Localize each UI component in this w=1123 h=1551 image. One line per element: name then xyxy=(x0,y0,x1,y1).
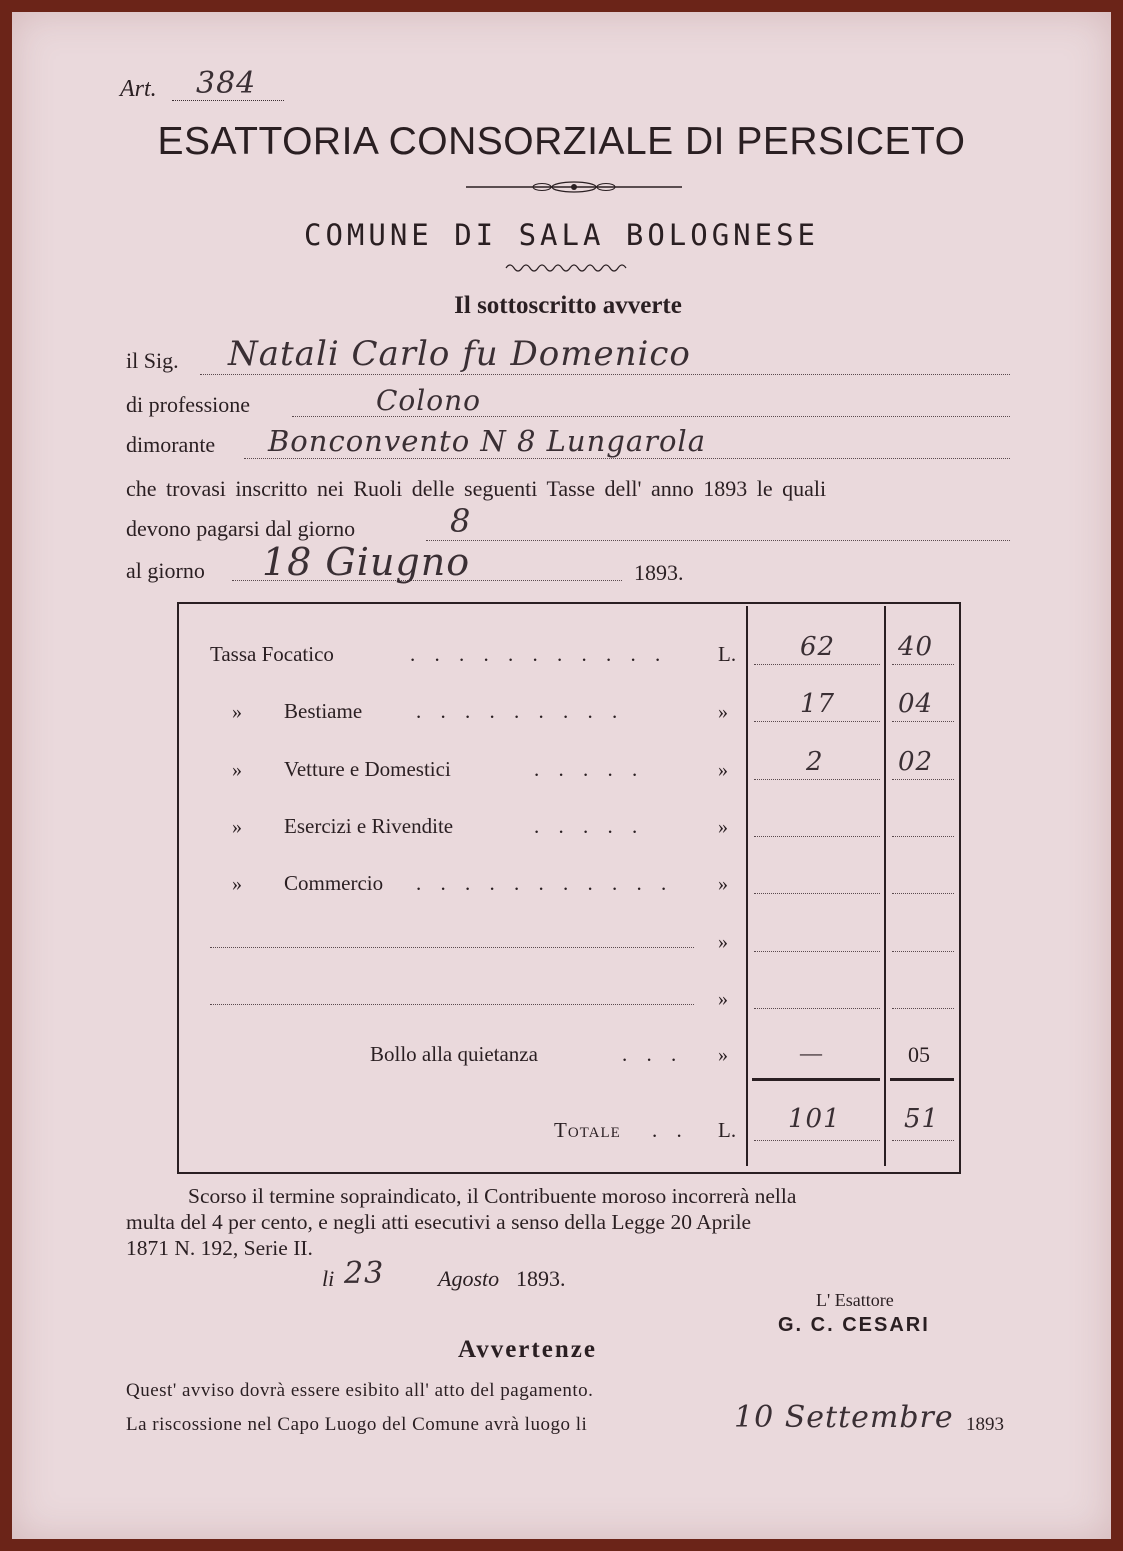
amount-cent: 02 xyxy=(898,747,934,777)
ornament-divider xyxy=(462,178,686,196)
row-leader-dots: . . . . . xyxy=(534,814,645,838)
sig-label: il Sig. xyxy=(126,348,179,373)
ruoli-text: che trovasi inscritto nei Ruoli delle seguenti Tasse dell' anno 1893 le quali xyxy=(126,476,827,501)
art-label: Art. xyxy=(120,76,157,102)
blank-entry-rule xyxy=(210,947,694,948)
lire-rule xyxy=(754,664,880,665)
lire-rule xyxy=(754,1008,880,1009)
totale-lire: 101 xyxy=(788,1104,841,1134)
row-unit: » xyxy=(718,931,728,953)
row-leader-dots: . . . . . xyxy=(534,757,645,781)
notice-line-2: multa del 4 per cento, e negli atti esecutivi a senso della Legge 20 Aprile xyxy=(126,1210,752,1234)
sig-value: Natali Carlo fu Domenico xyxy=(228,334,691,374)
date-day: 23 xyxy=(344,1256,385,1291)
row-label: Tassa Focatico xyxy=(210,642,334,666)
sig-rule xyxy=(200,374,1010,375)
amount-cent: 40 xyxy=(898,632,934,662)
cent-rule xyxy=(892,664,954,665)
sum-rule-cent xyxy=(890,1078,954,1081)
lire-rule xyxy=(754,836,880,837)
totale-cent: 51 xyxy=(904,1104,940,1134)
comune-title: COMUNE DI SALA BOLOGNESE xyxy=(303,218,820,252)
row-prefix: » xyxy=(232,816,242,838)
row-prefix: » xyxy=(232,701,242,723)
professione-label: di professione xyxy=(126,392,251,417)
al-giorno-label: al giorno xyxy=(126,558,205,583)
amount-lire: 62 xyxy=(800,632,836,662)
table-divider-cents xyxy=(884,606,886,1166)
sum-rule-lire xyxy=(752,1078,880,1081)
devono-label: devono pagarsi dal giorno xyxy=(126,516,356,541)
bollo-lire: — xyxy=(800,1040,822,1065)
office-title: ESATTORIA CONSORZIALE DI PERSICETO xyxy=(157,120,966,163)
date-prefix: li xyxy=(322,1266,335,1291)
dimorante-label: dimorante xyxy=(126,432,216,457)
row-label: Esercizi e Rivendite xyxy=(284,814,454,838)
lire-rule xyxy=(754,951,880,952)
amount-lire: 17 xyxy=(800,689,836,719)
avvertenze-date-value: 10 Settembre xyxy=(734,1400,954,1435)
wavy-divider xyxy=(504,262,634,272)
dimorante-rule xyxy=(244,458,1010,459)
bollo-dots: . . . xyxy=(622,1042,684,1066)
notice-line-3: 1871 N. 192, Serie II. xyxy=(126,1236,313,1260)
avvertenze-year: 1893 xyxy=(966,1414,1004,1435)
cent-rule xyxy=(892,721,954,722)
bollo-label: Bollo alla quietanza xyxy=(370,1042,538,1066)
row-leader-dots: . . . . . . . . . . . xyxy=(410,642,668,666)
signature-role: L' Esattore xyxy=(816,1290,894,1310)
avvertenze-title: Avvertenze xyxy=(458,1336,597,1363)
row-label: Vetture e Domestici xyxy=(284,757,451,781)
blank-entry-rule xyxy=(210,1004,694,1005)
cent-rule xyxy=(892,893,954,894)
totale-unit: L. xyxy=(718,1118,737,1142)
year-label: 1893. xyxy=(634,560,684,585)
row-label: Commercio xyxy=(284,871,384,895)
devono-value: 8 xyxy=(450,502,472,540)
notice-line-1: Scorso il termine sopraindicato, il Contribuente moroso incorrerà nella xyxy=(188,1184,797,1208)
devono-rule xyxy=(426,540,1010,541)
lire-rule xyxy=(754,893,880,894)
date-month: Agosto xyxy=(438,1266,500,1291)
cent-rule xyxy=(892,836,954,837)
cent-rule xyxy=(892,1008,954,1009)
avvertenze-line-2: La riscossione nel Capo Luogo del Comune avrà luogo li xyxy=(126,1414,588,1435)
row-leader-dots: . . . . . . . . . xyxy=(416,699,625,723)
row-leader-dots: . . . . . . . . . . . xyxy=(416,871,674,895)
totale-dots: . . xyxy=(652,1118,689,1142)
row-unit: » xyxy=(718,988,728,1010)
avvertenze-line-1: Quest' avviso dovrà essere esibito all' atto del pagamento. xyxy=(126,1380,594,1401)
signature-name: G. C. CESARI xyxy=(778,1314,930,1336)
cent-rule xyxy=(892,779,954,780)
avverte-heading: Il sottoscritto avverte xyxy=(454,292,682,319)
date-year: 1893. xyxy=(516,1266,566,1291)
table-divider-main xyxy=(746,606,748,1166)
amount-cent: 04 xyxy=(898,689,934,719)
row-unit: » xyxy=(718,816,728,838)
row-unit: L. xyxy=(718,642,737,666)
lire-rule xyxy=(754,721,880,722)
row-unit: » xyxy=(718,759,728,781)
totale-lire-rule xyxy=(754,1140,880,1141)
lire-rule xyxy=(754,779,880,780)
row-prefix: » xyxy=(232,873,242,895)
row-unit: » xyxy=(718,701,728,723)
bollo-cent: 05 xyxy=(908,1042,930,1067)
totale-label: Totale xyxy=(554,1118,621,1142)
art-number: 384 xyxy=(196,66,257,101)
row-prefix: » xyxy=(232,759,242,781)
row-unit: » xyxy=(718,873,728,895)
professione-value: Colono xyxy=(376,384,481,417)
bollo-unit: » xyxy=(718,1044,728,1066)
row-label: Bestiame xyxy=(284,699,363,723)
al-giorno-value: 18 Giugno xyxy=(262,540,471,584)
dimorante-value: Bonconvento N 8 Lungarola xyxy=(268,424,706,458)
cent-rule xyxy=(892,951,954,952)
totale-cent-rule xyxy=(892,1140,954,1141)
amount-lire: 2 xyxy=(806,747,824,777)
